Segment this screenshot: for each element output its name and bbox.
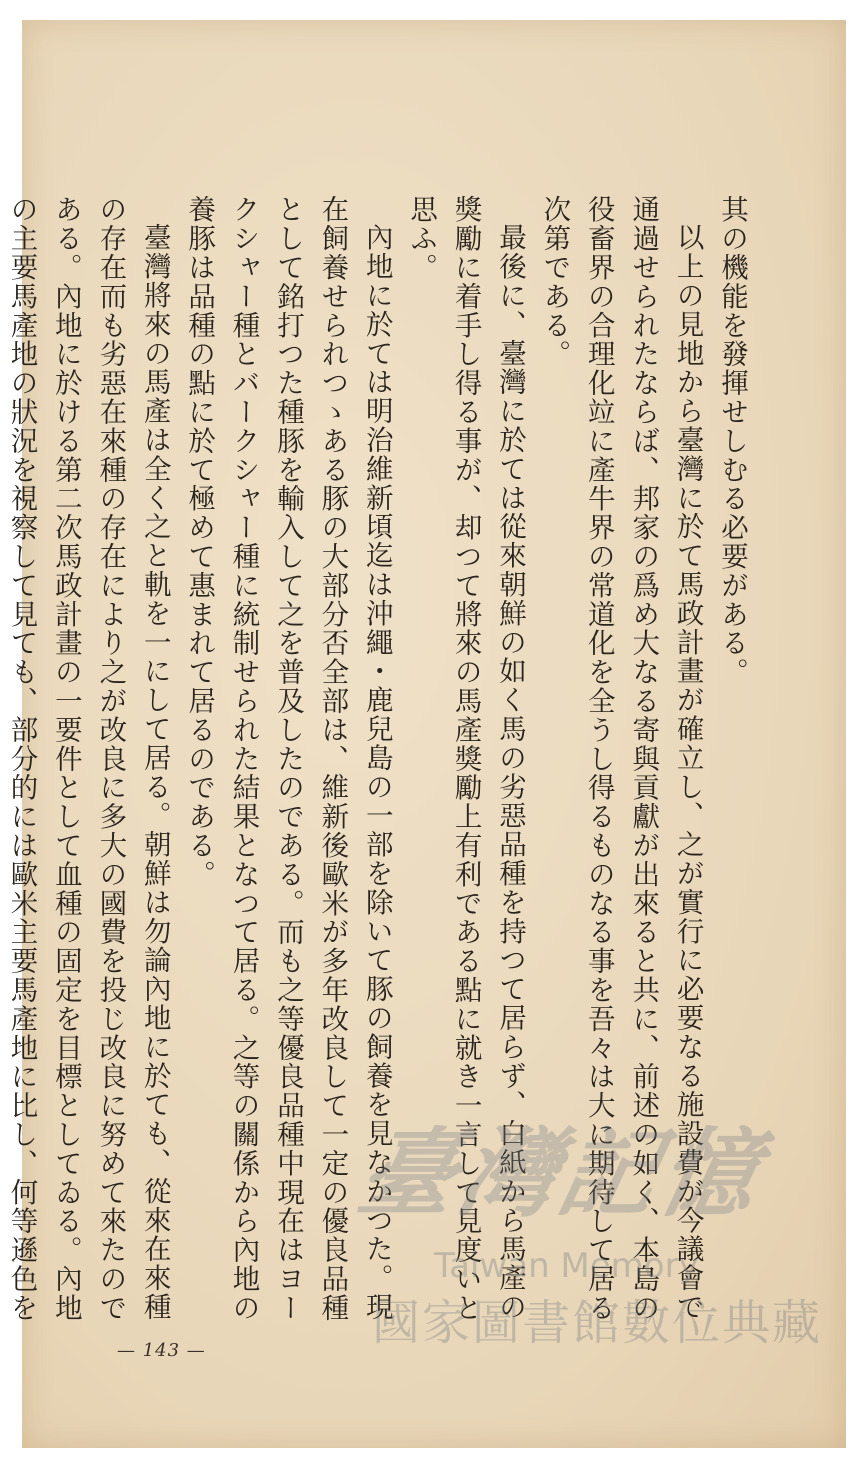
book-page <box>5 20 846 1448</box>
watermark-latin-text: Taiwan Memory <box>434 1246 699 1286</box>
watermark-subtitle: 國家圖書館數位典藏 <box>372 1295 823 1351</box>
paragraph-3: 最後に、臺灣に於ては從來朝鮮の如く馬の劣惡品種を持つて居らず、白紙から馬產の獎勵に着手し得る事が、却つて將來の馬產獎勵上有利である點に就き一言して見度いと思ふ。 <box>405 195 526 1323</box>
paragraph-4: 內地に於ては明治維新頃迄は沖繩・鹿兒島の一部を除いて豚の飼養を見なかつた。現在飼養せられつゝある豚の大部分否全部は、維新後歐米が多年改良して一定の優良品種として銘打つた種豚を輸入して之を普及したのである。而も之等優良品種中現在はヨークシャー種とバークシャー種に統制せられた結果となつて居る。之等の關係から內地の養豚は品種の點に於て極めて惠まれて居るのである。 <box>183 195 393 1323</box>
watermark-script-text: 臺灣記憶 <box>348 1117 773 1230</box>
paragraph-2: 以上の見地から臺灣に於て馬政計畫が確立し、之が實行に必要なる施設費が今議會で通過せられたならば、邦家の爲め大なる寄與貢獻が出來ると共に、前述の如く、本島の役畜界の合理化竝に產牛界の常道化を全うし得るものなる事を吾々は大に期待して居る次第である。 <box>538 195 704 1323</box>
paragraph-1: 其の機能を發揮せしむる必要がある。 <box>716 195 748 687</box>
paragraph-5: 臺灣將來の馬產は全く之と軌を一にして居る。朝鮮は勿論內地に於ても、從來在來種の存在而も劣惡在來種の存在により之が改良に多大の國費を投じ改良に努めて來たのである。內地に於ける第二次馬政計畫の一要件として血種の固定を目標としてゐる。內地の主要馬產地の狀況を視察して見ても、部分的には歐米主要馬產地に比し、何等遜色を <box>5 195 171 1323</box>
vertical-text-block <box>0 195 754 1345</box>
page-number: — 143 — <box>117 1340 206 1361</box>
